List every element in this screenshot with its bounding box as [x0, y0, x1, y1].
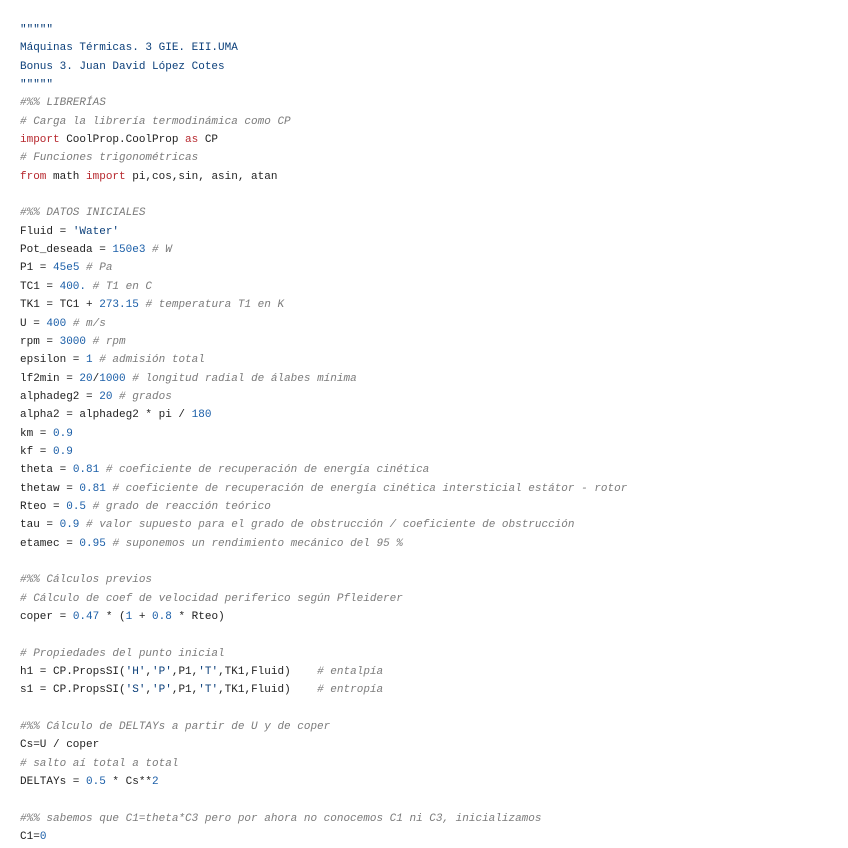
comment-token: # coeficiente de recuperación de energía cinética — [105, 464, 430, 477]
code-line[interactable] — [20, 498, 840, 516]
comment-token: # suponemos un rendimiento mecánico del 95 % — [112, 537, 403, 550]
code-token: h1 = CP.PropsSI( — [20, 666, 126, 679]
code-line[interactable] — [20, 516, 840, 534]
code-token — [86, 281, 93, 293]
code-line[interactable] — [20, 700, 840, 718]
code-token: , — [145, 684, 153, 697]
keyword-token: from — [20, 170, 47, 183]
comment-token: #%% sabemos que C1=theta*C3 pero por ahora no conocemos C1 ni C3, inicializamos — [20, 812, 542, 825]
number-token: 0.9 — [53, 445, 73, 458]
keyword-token: import — [86, 170, 126, 183]
code-token: TK1 = TC1 + — [20, 299, 100, 312]
keyword-token: import — [20, 134, 60, 147]
string-token: 'T' — [198, 684, 219, 697]
code-token: * Rteo) — [171, 611, 225, 623]
code-token: , — [145, 666, 153, 679]
code-token: rpm = — [20, 335, 60, 348]
code-token: Rteo = — [20, 500, 67, 513]
code-line[interactable] — [20, 39, 840, 57]
code-line[interactable] — [20, 810, 840, 828]
code-token: kf = — [20, 445, 54, 458]
code-token — [66, 318, 73, 330]
number-token: 2 — [152, 776, 159, 789]
comment-token: # grados — [119, 390, 172, 403]
comment-token: # longitud radial de álabes mínima — [132, 372, 357, 385]
comment-token: # entalpía — [317, 666, 384, 679]
code-editor[interactable] — [20, 21, 840, 846]
number-token: 0.47 — [72, 611, 100, 623]
code-line[interactable] — [20, 755, 840, 773]
string-token: 'T' — [198, 666, 219, 679]
code-token: theta = — [20, 464, 73, 477]
string-token: 'S' — [125, 684, 146, 697]
number-token: 1 — [86, 354, 93, 367]
code-line[interactable] — [20, 590, 840, 608]
code-token: U = — [20, 317, 47, 330]
code-token: epsilon = — [20, 354, 87, 367]
code-line[interactable] — [20, 626, 840, 644]
code-token — [86, 501, 93, 513]
comment-token: # T1 en C — [92, 280, 153, 293]
code-line[interactable] — [20, 608, 840, 626]
code-line[interactable] — [20, 241, 840, 259]
code-token: CP — [198, 134, 219, 147]
comment-token: # admisión total — [99, 354, 205, 367]
code-token: Pot_deseada = — [20, 244, 113, 257]
code-line[interactable] — [20, 333, 840, 351]
code-token: ,P1, — [171, 684, 199, 697]
string-token: 'P' — [152, 666, 172, 679]
comment-token: # valor supuesto para el grado de obstrucción / coeficiente de obstrucción — [86, 519, 575, 532]
code-token: ,TK1,Fluid) — [218, 666, 318, 679]
code-line[interactable] — [20, 443, 840, 461]
code-token: * Cs** — [105, 776, 153, 789]
number-token: 0.9 — [53, 427, 73, 440]
keyword-token: as — [185, 134, 199, 147]
code-line[interactable] — [20, 186, 840, 204]
comment-token: # W — [152, 244, 172, 257]
number-token: 1000 — [99, 372, 126, 385]
code-line[interactable] — [20, 58, 840, 76]
code-line[interactable] — [20, 259, 840, 277]
code-line[interactable] — [20, 21, 840, 39]
code-line[interactable] — [20, 681, 840, 699]
code-token: tau = — [20, 519, 60, 532]
number-token: 0.81 — [79, 482, 106, 495]
code-line[interactable] — [20, 296, 840, 314]
code-token: alphadeg2 = — [20, 390, 100, 403]
code-line[interactable] — [20, 149, 840, 167]
string-token: Máquinas Térmicas. 3 GIE. EII.UMA — [20, 42, 238, 55]
code-line[interactable] — [20, 113, 840, 131]
comment-token: # salto aí total a total — [20, 757, 179, 770]
number-token: 45e5 — [53, 262, 80, 275]
code-token: CoolProp.CoolProp — [59, 134, 186, 147]
code-line[interactable] — [20, 370, 840, 388]
code-token — [99, 464, 106, 476]
string-token: 'P' — [152, 684, 172, 697]
code-line[interactable] — [20, 773, 840, 791]
code-token: lf2min = — [20, 372, 80, 385]
code-line[interactable] — [20, 663, 840, 681]
comment-token: # Cálculo de coef de velocidad periferico según Pfleiderer — [20, 592, 403, 605]
number-token: 0.5 — [66, 500, 87, 513]
string-token: Bonus 3. Juan David López Cotes — [20, 60, 225, 73]
comment-token: # Pa — [86, 262, 113, 275]
code-line[interactable] — [20, 315, 840, 333]
code-token: Fluid = — [20, 225, 73, 238]
code-line[interactable] — [20, 480, 840, 498]
number-token: 0.95 — [79, 537, 106, 550]
comment-token: #%% LIBRERÍAS — [20, 97, 106, 110]
code-token: etamec = — [20, 537, 80, 550]
code-line[interactable] — [20, 278, 840, 296]
comment-token: #%% DATOS INICIALES — [20, 207, 146, 220]
number-token: 0 — [39, 831, 47, 844]
comment-token: # rpm — [92, 335, 126, 348]
code-token: alpha2 = alphadeg2 * pi / — [20, 409, 192, 422]
code-line[interactable] — [20, 223, 840, 241]
code-token: P1 = — [20, 262, 54, 275]
code-line[interactable] — [20, 535, 840, 553]
number-token: 3000 — [59, 335, 87, 348]
code-token: thetaw = — [20, 482, 80, 495]
comment-token: # Funciones trigonométricas — [20, 152, 199, 165]
code-token: C1= — [20, 831, 40, 844]
code-token: TC1 = — [20, 280, 60, 293]
code-token: coper = — [20, 611, 73, 623]
string-token: """"" — [20, 24, 54, 36]
code-token: pi,cos,sin, asin, atan — [125, 170, 278, 183]
code-line[interactable] — [20, 571, 840, 589]
number-token: 20 — [79, 372, 93, 385]
number-token: 0.81 — [72, 464, 100, 477]
code-line[interactable] — [20, 736, 840, 754]
code-line[interactable] — [20, 425, 840, 443]
code-token: * ( — [99, 611, 126, 623]
code-token: DELTAYs = — [20, 776, 87, 789]
number-token: 180 — [191, 409, 212, 422]
code-line[interactable] — [20, 76, 840, 94]
string-token: 'H' — [125, 666, 146, 679]
code-line[interactable] — [20, 406, 840, 424]
code-line[interactable] — [20, 351, 840, 369]
code-line[interactable] — [20, 388, 840, 406]
comment-token: # entropía — [317, 684, 384, 697]
comment-token: # grado de reacción teórico — [92, 500, 271, 513]
code-token: ,TK1,Fluid) — [218, 684, 318, 697]
number-token: 0.9 — [59, 519, 80, 532]
code-token: km = — [20, 427, 54, 440]
number-token: 0.5 — [86, 776, 106, 789]
comment-token: # Carga la librería termodinámica como CP — [20, 115, 291, 128]
number-token: 150e3 — [112, 244, 146, 257]
number-token: 1 — [125, 611, 133, 623]
comment-token: #%% Cálculos previos — [20, 574, 153, 587]
code-token: math — [46, 170, 87, 183]
code-token: s1 = CP.PropsSI( — [20, 684, 126, 697]
code-token: / — [92, 372, 100, 385]
number-token: 400 — [46, 317, 67, 330]
code-line[interactable] — [20, 718, 840, 736]
code-line[interactable] — [20, 553, 840, 571]
comment-token: # coeficiente de recuperación de energía cinética intersticial estátor - rotor — [112, 482, 628, 495]
code-line[interactable] — [20, 204, 840, 222]
code-line[interactable] — [20, 828, 840, 846]
code-token: ,P1, — [171, 666, 199, 679]
code-line[interactable] — [20, 131, 840, 149]
code-token — [86, 336, 93, 348]
comment-token: # temperatura T1 en K — [145, 299, 285, 312]
comment-token: #%% Cálculo de DELTAYs a partir de U y de coper — [20, 721, 331, 734]
code-line[interactable] — [20, 168, 840, 186]
number-token: 400. — [59, 280, 87, 293]
number-token: 20 — [99, 390, 113, 403]
string-token: 'Water' — [72, 225, 120, 238]
number-token: 0.8 — [152, 611, 172, 623]
code-token: + — [132, 611, 153, 623]
comment-token: # m/s — [72, 317, 106, 330]
string-token: """"" — [20, 79, 54, 92]
code-line[interactable] — [20, 645, 840, 663]
number-token: 273.15 — [99, 299, 139, 312]
code-token: Cs=U / coper — [20, 739, 100, 752]
code-line[interactable] — [20, 791, 840, 809]
comment-token: # Propiedades del punto inicial — [20, 647, 225, 660]
code-line[interactable] — [20, 461, 840, 479]
code-line[interactable] — [20, 94, 840, 112]
